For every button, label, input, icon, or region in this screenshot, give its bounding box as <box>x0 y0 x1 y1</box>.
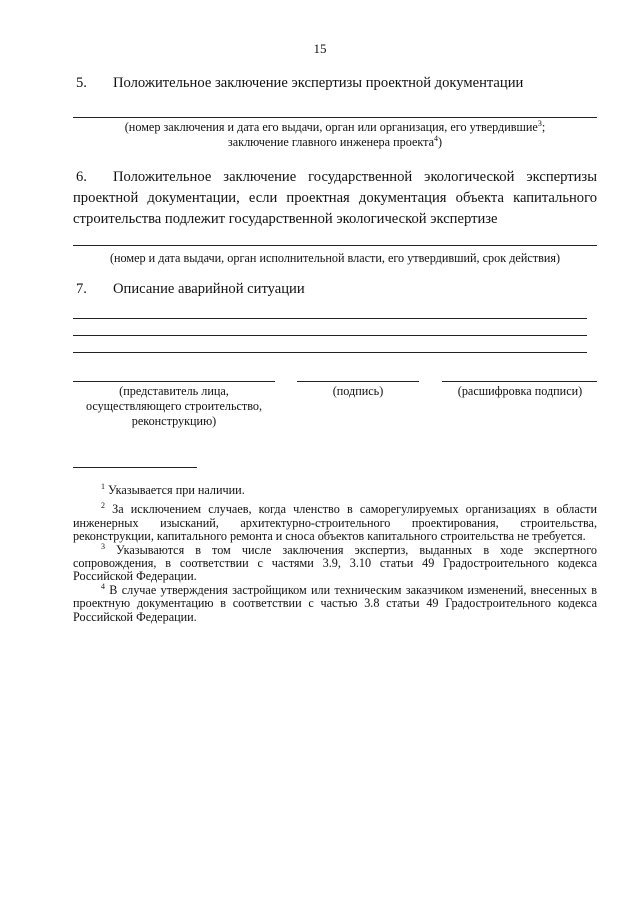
footnote-4-mark: 4 <box>101 581 105 591</box>
footnote-2 <box>73 503 597 543</box>
footnote-2-mark: 2 <box>101 501 105 511</box>
decoding-fill-line[interactable] <box>442 381 597 382</box>
section-5-caption-line2: заключение главного инженера проекта <box>227 135 435 149</box>
footnote-1-mark: 1 <box>101 481 105 491</box>
section-6-line1: Положительное заключение государственной экологической экспертизы <box>113 169 597 185</box>
footnote-1-text: Указывается при наличии. <box>108 483 245 497</box>
section-7-fill-line-3[interactable] <box>73 352 587 353</box>
page-number: 15 <box>313 41 327 56</box>
section-7-fill-line-2[interactable] <box>73 335 587 336</box>
section-7-fill-line-1[interactable] <box>73 318 587 319</box>
section-7-title: Описание аварийной ситуации <box>113 281 305 297</box>
section-6-line2: проектной документации, если проектная документация объекта капитального <box>73 190 597 206</box>
footnote-4-text: В случае утверждения застройщиком или техническим заказчиком изменений, внесенных в проектную документацию в соответствии с частью 3.8 статьи 49 Градостроительного кодекса Российской Федерации. <box>73 582 598 624</box>
section-6-line3: строительства подлежит государственной экологической экспертизе <box>73 211 498 227</box>
representative-caption-line2: осуществляющего строительство, <box>85 399 263 413</box>
representative-caption-line3: реконструкцию) <box>131 414 217 428</box>
section-5-caption-line1: (номер заключения и дата его выдачи, орган или организация, его утвердившие <box>124 120 538 134</box>
signature-fill-line[interactable] <box>297 381 419 382</box>
footnote-3-text: Указываются в том числе заключения экспертиз, выданных в ходе экспертного сопровождения, в соответствии с частями 3.9, 3.10 статьи 49 Градостроительного кодекса Российской Федерации. <box>73 542 597 584</box>
footnote-ref-3: 3 <box>537 118 542 128</box>
section-6-caption: (номер и дата выдачи, орган исполнительной власти, его утвердивший, срок действия) <box>109 251 561 265</box>
signature-caption: (подпись) <box>332 384 384 398</box>
footnote-3 <box>73 541 597 584</box>
footnote-3-mark: 3 <box>101 541 105 551</box>
footnote-1 <box>73 481 597 497</box>
section-7-number: 7. <box>76 281 87 297</box>
representative-caption-line1: (представитель лица, <box>119 384 229 398</box>
section-5-caption <box>73 120 597 150</box>
section-5-fill-line[interactable] <box>73 117 597 118</box>
footnotes <box>73 481 598 624</box>
footnote-2-text: За исключением случаев, когда членство в саморегулируемых организациях в области инженерных изысканий, архитектурно-строительного проектирования, строительства, реконструкции, капитального ремонта и сноса объектов капитального строительства не требуется. <box>73 502 598 544</box>
footnote-separator <box>73 467 197 468</box>
section-5-caption-line1-end: ; <box>541 120 546 134</box>
section-5-caption-line2-end: ) <box>438 135 443 149</box>
footnote-4 <box>73 581 598 624</box>
section-6-number: 6. <box>76 169 87 185</box>
representative-caption <box>60 384 288 429</box>
section-5-number: 5. <box>76 75 87 91</box>
section-6-fill-line[interactable] <box>73 245 597 246</box>
footnote-ref-4: 4 <box>434 133 439 143</box>
section-5-title: Положительное заключение экспертизы проектной документации <box>113 75 524 91</box>
decoding-caption: (расшифровка подписи) <box>457 384 583 398</box>
representative-fill-line[interactable] <box>73 381 275 382</box>
